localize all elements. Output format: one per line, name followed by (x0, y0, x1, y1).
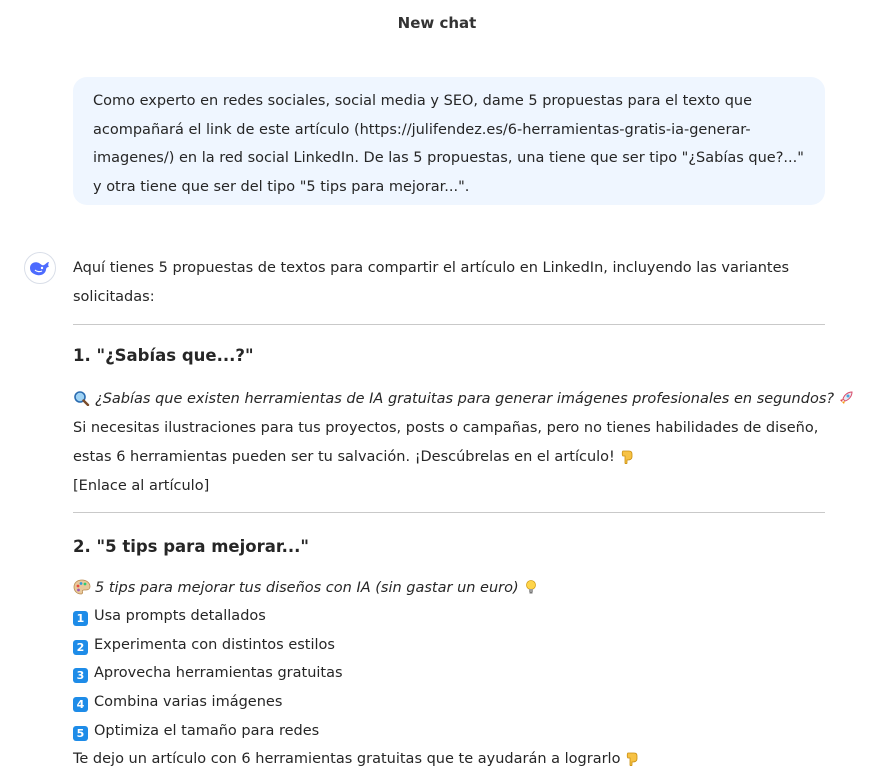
lightbulb-icon (523, 579, 539, 595)
proposal-2-heading: 2. "5 tips para mejorar..." (73, 537, 310, 556)
user-message-text: Como experto en redes sociales, social media y SEO, dame 5 propuestas para el texto que acompañará el link de este artículo (https://julifendez.es/6-herramientas-gratis-ia-generar-imagenes/) en la red social LinkedIn. De las 5 propuestas, una tiene que ser tipo "¿Sabías que?..." y otra tiene que ser del tipo "5 tips para mejorar...". (93, 93, 804, 195)
pointing-down-icon (619, 448, 635, 464)
keycap-4-icon: 4 (73, 697, 88, 712)
divider (73, 512, 825, 513)
tip-item (73, 663, 833, 683)
keycap-3-icon: 3 (73, 668, 88, 683)
keycap-2-icon: 2 (73, 640, 88, 655)
tip-item (73, 635, 833, 655)
tip-item (73, 606, 833, 626)
proposal-1-body-line2 (73, 447, 833, 467)
rocket-icon (838, 390, 854, 406)
magnifier-icon (73, 390, 91, 406)
divider (73, 324, 825, 325)
user-message-bubble (73, 77, 825, 205)
proposal-1-body-line2-text: estas 6 herramientas pueden ser tu salvación. ¡Descúbrelas en el artículo! (73, 449, 615, 465)
proposal-2-closing-text: Te dejo un artículo con 6 herramientas gratuitas que te ayudarán a lograrlo (73, 751, 621, 767)
palette-icon (73, 579, 91, 595)
assistant-avatar (24, 252, 56, 284)
keycap-5-icon: 5 (73, 726, 88, 741)
tip-text: Aprovecha herramientas gratuitas (94, 665, 343, 681)
proposal-1-hook-text: ¿Sabías que existen herramientas de IA gratuitas para generar imágenes profesionales en segundos? (95, 391, 835, 407)
tip-text: Usa prompts detallados (94, 608, 266, 624)
tip-item (73, 721, 833, 741)
pointing-down-icon (624, 750, 640, 766)
tip-text: Optimiza el tamaño para redes (94, 723, 320, 739)
tip-item (73, 692, 833, 712)
assistant-intro: Aquí tienes 5 propuestas de textos para compartir el artículo en LinkedIn, incluyendo las variantes solicitadas: (73, 260, 790, 305)
proposal-2-closing (73, 749, 833, 769)
proposal-1-link: [Enlace al artículo] (73, 478, 210, 494)
proposal-1-body-line1: Si necesitas ilustraciones para tus proyectos, posts o campañas, pero no tienes habilidades de diseño, (73, 420, 819, 436)
tip-text: Combina varias imágenes (94, 694, 283, 710)
keycap-1-icon: 1 (73, 611, 88, 626)
deepseek-whale-icon (29, 259, 51, 277)
proposal-2-hook (73, 578, 833, 598)
tip-text: Experimenta con distintos estilos (94, 637, 335, 653)
proposal-1-hook (73, 389, 833, 409)
chat-title: New chat (397, 14, 477, 32)
proposal-2-hook-text: 5 tips para mejorar tus diseños con IA (sin gastar un euro) (95, 580, 519, 596)
proposal-1-heading: 1. "¿Sabías que...?" (73, 346, 254, 365)
